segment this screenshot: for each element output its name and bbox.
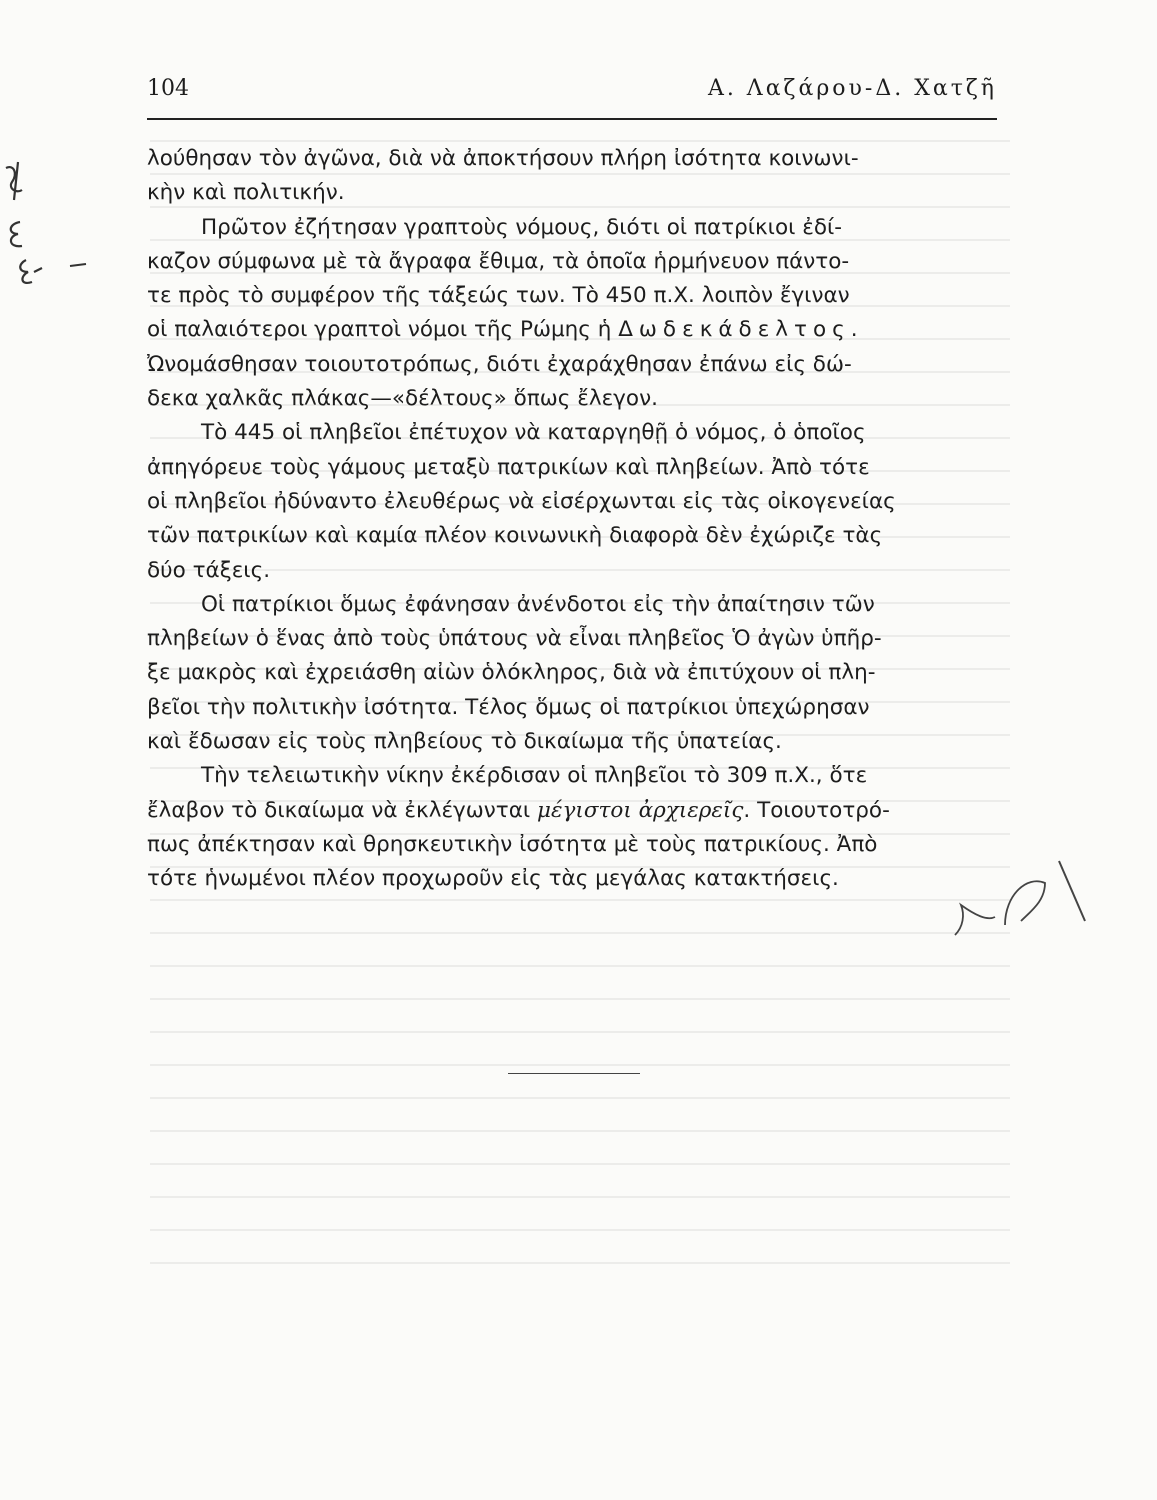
- paragraph-5: [147, 759, 1001, 896]
- paragraph-4: [147, 588, 1001, 759]
- text-line: ἔλαβον τὸ δικαίωμα νὰ ἐκλέγωνται: [147, 797, 538, 823]
- paragraph-3: [147, 416, 1001, 587]
- emphasized-term: Δωδεκάδελτος.: [618, 317, 864, 343]
- text-line: ἀπηγόρευε τοὺς γάμους μεταξὺ πατρικίων καὶ πληβείων. Ἀπὸ τότε: [147, 454, 870, 480]
- text-line: Οἱ πατρίκιοι ὅμως ἐφάνησαν ἀνένδοτοι εἰς τὴν ἀπαίτησιν τῶν: [201, 591, 875, 617]
- section-end-rule: [508, 1073, 640, 1074]
- text-line: τῶν πατρικίων καὶ καμία πλέον κοινωνικὴ διαφορὰ δὲν ἐχώριζε τὰς: [147, 523, 883, 549]
- text-line: . Τοιουτοτρό-: [743, 797, 890, 823]
- page-header: [147, 76, 997, 116]
- text-line: Τὴν τελειωτικὴν νίκην ἐκέρδισαν οἱ πληβεῖοι τὸ 309 π.Χ., ὅτε: [201, 763, 868, 789]
- text-line: πληβείων ὁ ἕνας ἀπὸ τοὺς ὑπάτους νὰ εἶναι πληβεῖος Ὁ ἀγὼν ὑπῆρ-: [147, 626, 882, 652]
- text-line: κὴν καὶ πολιτικήν.: [147, 180, 345, 206]
- text-line: τε πρὸς τὸ συμφέρον τῆς τάξεώς των. Τὸ 450 π.Χ. λοιπὸν ἔγιναν: [147, 283, 850, 309]
- handwritten-check-mark: [935, 855, 1095, 945]
- text-line: Τὸ 445 οἱ πληβεῖοι ἐπέτυχον νὰ καταργηθῇ ὁ νόμος, ὁ ὁποῖος: [201, 420, 866, 446]
- paragraph-2: [147, 211, 1001, 417]
- text-line: τότε ἡνωμένοι πλέον προχωροῦν εἰς τὰς μεγάλας κατακτήσεις.: [147, 866, 839, 892]
- text-line: καὶ ἔδωσαν εἰς τοὺς πληβείους τὸ δικαίωμα τῆς ὑπατείας.: [147, 729, 782, 755]
- header-rule: [147, 118, 997, 120]
- text-line: Πρῶτον ἐζήτησαν γραπτοὺς νόμους, διότι οἱ πατρίκιοι ἐδί-: [201, 214, 843, 240]
- text-line: ξε μακρὸς καὶ ἐχρειάσθη αἰὼν ὁλόκληρος, διὰ νὰ ἐπιτύχουν οἱ πλη-: [147, 660, 876, 686]
- text-line: οἱ παλαιότεροι γραπτοὶ νόμοι τῆς Ρώμης ἡ: [147, 317, 619, 343]
- paragraph-1: [147, 142, 1001, 211]
- text-line: δύο τάξεις.: [147, 557, 271, 583]
- text-line: οἱ πληβεῖοι ἠδύναντο ἐλευθέρως νὰ εἰσέρχωνται εἰς τὰς οἰκογενείας: [147, 488, 896, 514]
- text-line: Ὠνομάσθησαν τοιουτοτρόπως, διότι ἐχαράχθησαν ἐπάνω εἰς δώ-: [147, 351, 852, 377]
- page-number: 104: [147, 76, 189, 101]
- text-line: δεκα χαλκᾶς πλάκας—«δέλτους» ὅπως ἔλεγον.: [147, 386, 658, 412]
- text-line: λούθησαν τὸν ἀγῶνα, διὰ νὰ ἀποκτήσουν πλήρη ἰσότητα κοινωνι-: [147, 146, 859, 171]
- handwritten-margin-note: [0, 160, 100, 300]
- body-text: [147, 142, 1001, 897]
- text-line: βεῖοι τὴν πολιτικὴν ἰσότητα. Τέλος ὅμως οἱ πατρίκιοι ὑπεχώρησαν: [147, 694, 870, 720]
- text-line: πως ἀπέκτησαν καὶ θρησκευτικὴν ἰσότητα μὲ τοὺς πατρικίους. Ἀπὸ: [147, 831, 878, 857]
- italic-term: μέγιστοι ἀρχιερεῖς: [537, 797, 744, 823]
- text-line: καζον σύμφωνα μὲ τὰ ἄγραφα ἔθιμα, τὰ ὁποῖα ἡρμήνευον πάντο-: [147, 248, 850, 274]
- running-head: Α. Λαζάρου-Δ. Χατζῆ: [707, 76, 997, 101]
